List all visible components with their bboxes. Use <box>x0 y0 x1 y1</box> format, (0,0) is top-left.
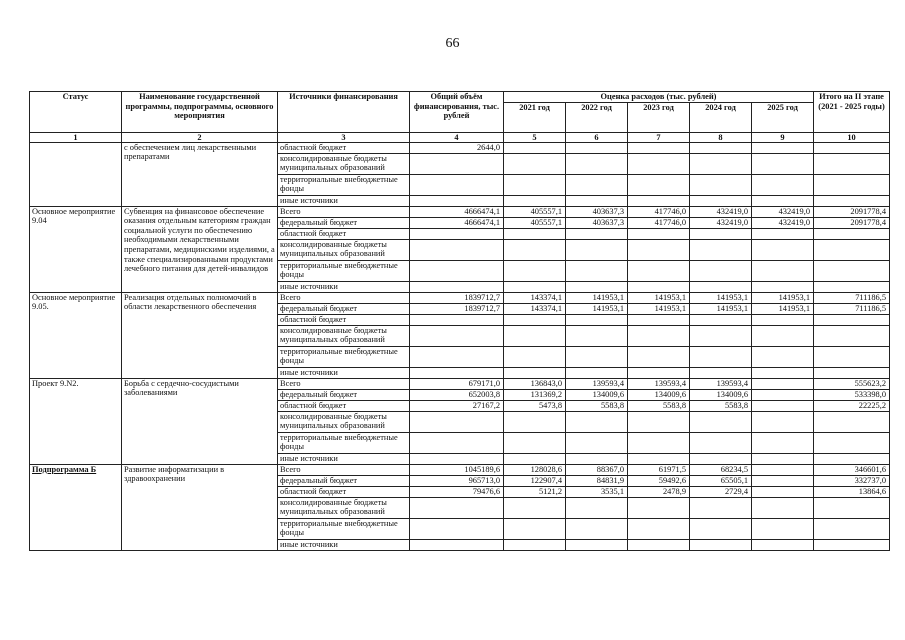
year-amount <box>566 174 628 195</box>
year-amount <box>628 497 690 518</box>
year-amount: 134009,6 <box>566 389 628 400</box>
stage-total-amount: 332737,0 <box>814 475 890 486</box>
year-amount <box>752 174 814 195</box>
total-amount <box>410 174 504 195</box>
year-amount <box>690 142 752 153</box>
year-amount: 61971,5 <box>628 464 690 475</box>
year-amount: 5583,8 <box>566 400 628 411</box>
year-amount <box>566 411 628 432</box>
col-number: 9 <box>752 132 814 142</box>
funding-source: иные источники <box>278 453 410 464</box>
funding-source: Всего <box>278 378 410 389</box>
year-amount <box>566 518 628 539</box>
year-amount <box>752 153 814 174</box>
table-row <box>30 206 890 217</box>
year-amount: 59492,6 <box>628 475 690 486</box>
stage-total-amount <box>814 453 890 464</box>
year-amount <box>690 195 752 206</box>
year-amount: 141953,1 <box>628 292 690 303</box>
year-amount <box>504 497 566 518</box>
header-name: Наименование государственной программы, подпрограммы, основного мероприятия <box>122 92 278 133</box>
year-amount <box>504 325 566 346</box>
block-status: Основное мероприятие 9.05. <box>30 292 122 378</box>
funding-source: Всего <box>278 292 410 303</box>
funding-source: иные источники <box>278 195 410 206</box>
total-amount <box>410 432 504 453</box>
year-amount: 131369,2 <box>504 389 566 400</box>
stage-total-amount: 13864,6 <box>814 486 890 497</box>
stage-total-amount <box>814 325 890 346</box>
block-name: с обеспечением лиц лекарственными препаратами <box>122 142 278 206</box>
year-amount <box>690 228 752 239</box>
stage-total-amount: 711186,5 <box>814 292 890 303</box>
year-amount: 5473,8 <box>504 400 566 411</box>
stage-total-amount <box>814 174 890 195</box>
year-amount <box>752 195 814 206</box>
year-amount <box>566 228 628 239</box>
year-amount <box>566 539 628 550</box>
year-amount <box>566 281 628 292</box>
year-amount <box>690 153 752 174</box>
year-amount <box>752 367 814 378</box>
total-amount: 27167,2 <box>410 400 504 411</box>
year-amount <box>690 314 752 325</box>
year-amount <box>628 432 690 453</box>
year-amount <box>628 228 690 239</box>
header-year-2021: 2021 год <box>504 102 566 132</box>
stage-total-amount: 533398,0 <box>814 389 890 400</box>
col-number: 8 <box>690 132 752 142</box>
funding-source: территориальные внебюджетные фонды <box>278 432 410 453</box>
funding-source: федеральный бюджет <box>278 303 410 314</box>
funding-source: консолидированные бюджеты муниципальных образований <box>278 325 410 346</box>
year-amount <box>690 346 752 367</box>
block-status: Проект 9.N2. <box>30 378 122 464</box>
block-status: Основное мероприятие 9.04 <box>30 206 122 292</box>
funding-source: территориальные внебюджетные фонды <box>278 518 410 539</box>
header-sources: Источники финансирования <box>278 92 410 133</box>
year-amount <box>690 518 752 539</box>
funding-source: консолидированные бюджеты муниципальных образований <box>278 497 410 518</box>
stage-total-amount <box>814 228 890 239</box>
year-amount <box>690 174 752 195</box>
funding-source: консолидированные бюджеты муниципальных образований <box>278 153 410 174</box>
year-amount <box>628 325 690 346</box>
total-amount <box>410 281 504 292</box>
total-amount <box>410 314 504 325</box>
year-amount <box>690 281 752 292</box>
year-amount <box>504 453 566 464</box>
year-amount <box>504 432 566 453</box>
year-amount: 88367,0 <box>566 464 628 475</box>
stage-total-amount <box>814 497 890 518</box>
year-amount: 417746,0 <box>628 206 690 217</box>
header-year-2023: 2023 год <box>628 102 690 132</box>
block-name: Реализация отдельных полномочий в области лекарственного обеспечения <box>122 292 278 378</box>
total-amount: 4666474,1 <box>410 217 504 228</box>
funding-source: областной бюджет <box>278 228 410 239</box>
funding-source: Всего <box>278 206 410 217</box>
year-amount <box>566 260 628 281</box>
year-amount: 432419,0 <box>752 217 814 228</box>
total-amount <box>410 153 504 174</box>
year-amount <box>504 281 566 292</box>
year-amount: 141953,1 <box>690 303 752 314</box>
year-amount <box>628 346 690 367</box>
year-amount: 141953,1 <box>752 303 814 314</box>
stage-total-amount <box>814 281 890 292</box>
year-amount <box>566 314 628 325</box>
total-amount <box>410 539 504 550</box>
year-amount: 68234,5 <box>690 464 752 475</box>
total-amount <box>410 518 504 539</box>
col-number: 4 <box>410 132 504 142</box>
total-amount: 2644,0 <box>410 142 504 153</box>
stage-total-amount <box>814 539 890 550</box>
year-amount <box>504 367 566 378</box>
funding-source: консолидированные бюджеты муниципальных образований <box>278 239 410 260</box>
table-row <box>30 464 890 475</box>
col-number: 6 <box>566 132 628 142</box>
year-amount <box>628 260 690 281</box>
year-amount: 136843,0 <box>504 378 566 389</box>
funding-source: областной бюджет <box>278 486 410 497</box>
col-number: 10 <box>814 132 890 142</box>
year-amount <box>628 174 690 195</box>
stage-total-amount: 711186,5 <box>814 303 890 314</box>
col-number: 3 <box>278 132 410 142</box>
funding-source: областной бюджет <box>278 314 410 325</box>
year-amount <box>504 239 566 260</box>
total-amount <box>410 260 504 281</box>
year-amount <box>690 325 752 346</box>
year-amount <box>566 346 628 367</box>
funding-source: иные источники <box>278 367 410 378</box>
year-amount: 5121,2 <box>504 486 566 497</box>
col-number: 7 <box>628 132 690 142</box>
table-row <box>30 378 890 389</box>
stage-total-amount <box>814 367 890 378</box>
year-amount <box>690 539 752 550</box>
year-amount: 141953,1 <box>690 292 752 303</box>
block-status <box>30 142 122 206</box>
col-number: 1 <box>30 132 122 142</box>
funding-source: областной бюджет <box>278 400 410 411</box>
year-amount: 2729,4 <box>690 486 752 497</box>
col-number: 2 <box>122 132 278 142</box>
header-status: Статус <box>30 92 122 133</box>
block-name: Развитие информатизации в здравоохранении <box>122 464 278 550</box>
year-amount: 5583,8 <box>690 400 752 411</box>
year-amount <box>752 464 814 475</box>
col-number: 5 <box>504 132 566 142</box>
total-amount: 1045189,6 <box>410 464 504 475</box>
total-amount <box>410 239 504 260</box>
total-amount <box>410 411 504 432</box>
year-amount: 432419,0 <box>752 206 814 217</box>
year-amount: 143374,1 <box>504 292 566 303</box>
year-amount <box>752 497 814 518</box>
funding-source: федеральный бюджет <box>278 475 410 486</box>
total-amount <box>410 228 504 239</box>
year-amount: 139593,4 <box>566 378 628 389</box>
year-amount <box>752 400 814 411</box>
year-amount <box>752 228 814 239</box>
funding-source: областной бюджет <box>278 142 410 153</box>
year-amount <box>628 453 690 464</box>
header-year-2022: 2022 год <box>566 102 628 132</box>
funding-source: Всего <box>278 464 410 475</box>
year-amount <box>690 239 752 260</box>
year-amount <box>566 453 628 464</box>
year-amount: 128028,6 <box>504 464 566 475</box>
year-amount <box>566 195 628 206</box>
year-amount <box>628 539 690 550</box>
year-amount: 2478,9 <box>628 486 690 497</box>
year-amount <box>566 325 628 346</box>
funding-source: федеральный бюджет <box>278 389 410 400</box>
year-amount <box>566 142 628 153</box>
year-amount: 141953,1 <box>752 292 814 303</box>
budget-table <box>29 91 890 551</box>
year-amount: 3535,1 <box>566 486 628 497</box>
total-amount <box>410 453 504 464</box>
column-number-row <box>30 132 890 142</box>
total-amount <box>410 497 504 518</box>
year-amount <box>566 367 628 378</box>
total-amount: 965713,0 <box>410 475 504 486</box>
block-name: Борьба с сердечно-сосудистыми заболеваниями <box>122 378 278 464</box>
year-amount <box>752 239 814 260</box>
year-amount <box>504 518 566 539</box>
year-amount <box>628 281 690 292</box>
year-amount <box>690 432 752 453</box>
year-amount: 134009,6 <box>690 389 752 400</box>
table-row <box>30 292 890 303</box>
year-amount <box>566 153 628 174</box>
year-amount <box>752 346 814 367</box>
year-amount <box>690 497 752 518</box>
year-amount: 65505,1 <box>690 475 752 486</box>
year-amount <box>690 411 752 432</box>
year-amount <box>690 260 752 281</box>
year-amount <box>628 239 690 260</box>
year-amount <box>690 367 752 378</box>
total-amount <box>410 195 504 206</box>
year-amount <box>504 153 566 174</box>
block-name: Субвенция на финансовое обеспечение оказания отдельным категориям граждан социальной услуги по обеспечению необходимыми лекарственными препаратами, медицинскими изделиями, а также специализированными продуктами лечебного питания для детей-инвалидов <box>122 206 278 292</box>
year-amount <box>752 142 814 153</box>
header-year-2025: 2025 год <box>752 102 814 132</box>
stage-total-amount: 346601,6 <box>814 464 890 475</box>
stage-total-amount: 22225,2 <box>814 400 890 411</box>
year-amount <box>752 453 814 464</box>
total-amount <box>410 346 504 367</box>
table-body <box>30 142 890 550</box>
year-amount <box>566 497 628 518</box>
total-amount <box>410 367 504 378</box>
year-amount: 134009,6 <box>628 389 690 400</box>
year-amount <box>752 281 814 292</box>
year-amount: 432419,0 <box>690 217 752 228</box>
year-amount <box>752 486 814 497</box>
stage-total-amount <box>814 432 890 453</box>
year-amount <box>504 411 566 432</box>
stage-total-amount <box>814 195 890 206</box>
total-amount: 4666474,1 <box>410 206 504 217</box>
year-amount: 5583,8 <box>628 400 690 411</box>
year-amount: 139593,4 <box>628 378 690 389</box>
year-amount: 141953,1 <box>566 292 628 303</box>
total-amount: 652003,8 <box>410 389 504 400</box>
year-amount <box>504 228 566 239</box>
total-amount: 679171,0 <box>410 378 504 389</box>
total-amount: 79476,6 <box>410 486 504 497</box>
year-amount <box>752 432 814 453</box>
header-total: Общий объём финансирования, тыс. рублей <box>410 92 504 133</box>
total-amount: 1839712,7 <box>410 303 504 314</box>
stage-total-amount <box>814 239 890 260</box>
year-amount: 141953,1 <box>566 303 628 314</box>
year-amount: 405557,1 <box>504 206 566 217</box>
year-amount: 143374,1 <box>504 303 566 314</box>
year-amount <box>566 432 628 453</box>
funding-source: консолидированные бюджеты муниципальных образований <box>278 411 410 432</box>
year-amount <box>628 367 690 378</box>
total-amount <box>410 325 504 346</box>
funding-source: территориальные внебюджетные фонды <box>278 346 410 367</box>
stage-total-amount <box>814 346 890 367</box>
year-amount <box>628 518 690 539</box>
stage-total-amount <box>814 314 890 325</box>
year-amount <box>752 475 814 486</box>
year-amount: 405557,1 <box>504 217 566 228</box>
year-amount <box>504 346 566 367</box>
year-amount <box>752 518 814 539</box>
year-amount <box>504 195 566 206</box>
header-year-2024: 2024 год <box>690 102 752 132</box>
stage-total-amount <box>814 153 890 174</box>
year-amount: 417746,0 <box>628 217 690 228</box>
year-amount: 139593,4 <box>690 378 752 389</box>
year-amount <box>504 174 566 195</box>
year-amount <box>504 260 566 281</box>
year-amount <box>628 195 690 206</box>
year-amount: 141953,1 <box>628 303 690 314</box>
year-amount <box>752 539 814 550</box>
year-amount <box>752 411 814 432</box>
year-amount <box>504 539 566 550</box>
funding-source: иные источники <box>278 539 410 550</box>
stage-total-amount: 555623,2 <box>814 378 890 389</box>
year-amount <box>752 314 814 325</box>
year-amount <box>690 453 752 464</box>
year-amount: 432419,0 <box>690 206 752 217</box>
funding-source: территориальные внебюджетные фонды <box>278 174 410 195</box>
year-amount <box>752 260 814 281</box>
year-amount <box>752 389 814 400</box>
total-amount: 1839712,7 <box>410 292 504 303</box>
stage-total-amount: 2091778,4 <box>814 206 890 217</box>
page-number: 66 <box>445 36 460 51</box>
funding-source: иные источники <box>278 281 410 292</box>
year-amount <box>504 314 566 325</box>
funding-source: территориальные внебюджетные фонды <box>278 260 410 281</box>
year-amount: 122907,4 <box>504 475 566 486</box>
year-amount: 403637,3 <box>566 206 628 217</box>
year-amount <box>628 153 690 174</box>
year-amount <box>752 325 814 346</box>
stage-total-amount <box>814 518 890 539</box>
year-amount <box>628 411 690 432</box>
year-amount <box>566 239 628 260</box>
stage-total-amount: 2091778,4 <box>814 217 890 228</box>
stage-total-amount <box>814 142 890 153</box>
year-amount: 403637,3 <box>566 217 628 228</box>
year-amount: 84831,9 <box>566 475 628 486</box>
year-amount <box>504 142 566 153</box>
stage-total-amount <box>814 260 890 281</box>
year-amount <box>628 142 690 153</box>
year-amount <box>628 314 690 325</box>
stage-total-amount <box>814 411 890 432</box>
table-row <box>30 142 890 153</box>
year-amount <box>752 378 814 389</box>
header-estimate: Оценка расходов (тыс. рублей) <box>504 92 814 103</box>
block-status: Подпрограмма Б <box>30 464 122 550</box>
funding-source: федеральный бюджет <box>278 217 410 228</box>
header-stage-total: Итого на II этапе (2021 - 2025 годы) <box>814 92 890 133</box>
